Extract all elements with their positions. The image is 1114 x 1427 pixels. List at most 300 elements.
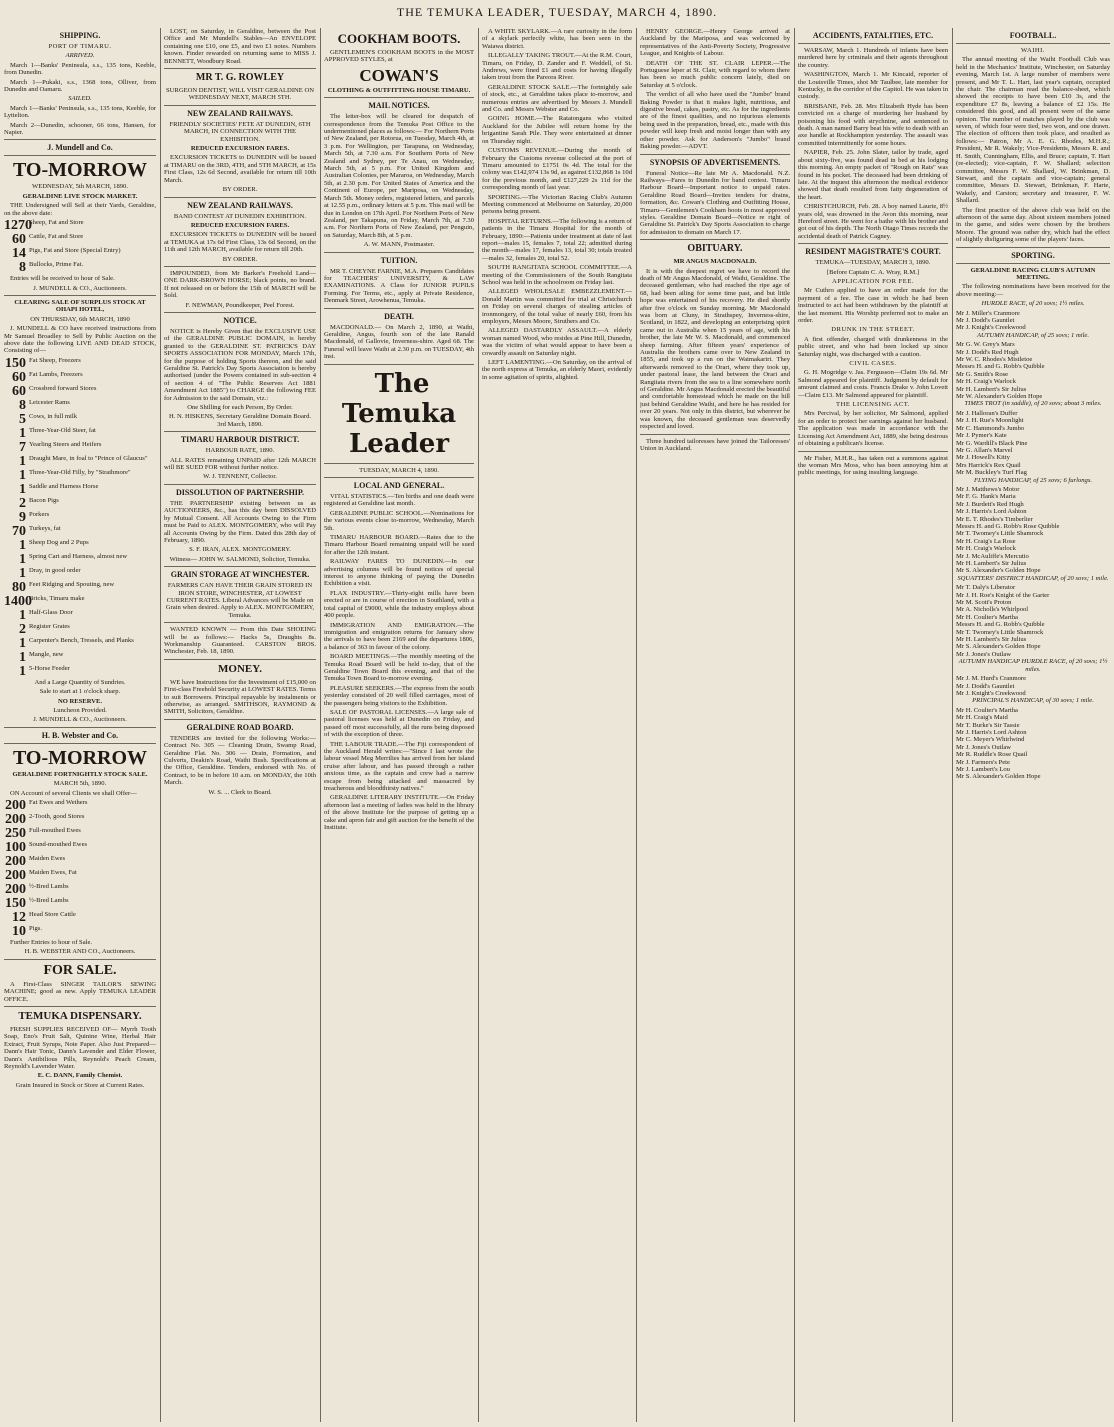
stock-item	[4, 911, 156, 924]
ad-text: THE Undersigned will Sell at their Yards, Geraldine, on the above date:	[4, 202, 156, 217]
stock-quantity: 1	[19, 453, 26, 469]
column-rule	[478, 28, 479, 1422]
race-title: AUTUMN HANDICAP HURDLE RACE, of 20 sovs; 1½ miles.	[958, 658, 1108, 673]
news-item: BOARD MEETINGS.—The monthly meeting of the Temuka Road Board will be held to-day, that of the Geraldine Town Board this evening, and that of the Temuka Town Board to-morrow evening.	[324, 653, 474, 683]
race-entry: Messrs H. and G. Robb's Quibble	[956, 621, 1045, 629]
stock-item	[4, 813, 156, 826]
race-entry: Mr J. Harris's Lord Ashton	[956, 508, 1027, 516]
stock-item	[4, 855, 156, 868]
race-title: HURDLE RACE, of 20 sovs; 1½ miles.	[981, 300, 1085, 308]
stock-description: ½-Bred Lambs	[29, 883, 69, 890]
stock-quantity: 1270	[4, 218, 32, 234]
sale-title: GERALDINE LIVE STOCK MARKET.	[22, 192, 138, 200]
race-entry: Mr J. Dodd's Red Hugh	[956, 348, 1019, 356]
by-order: BY ORDER.	[222, 255, 258, 263]
news-item: HOSPITAL RETURNS.—The following is a return of patients in the Timaru Hospital for the month of February, 1890:—Patients under treatment at date of last report—males 15, females 7, total 22; admitted during the month—males 17, females 13, total 30; totals treated—males 32, females 20, total 52.	[482, 217, 632, 262]
stock-item	[4, 651, 156, 664]
news-item: ALLEGED WHOLESALE EMBEZZLEMENT.—Donald Martin was committed for trial at Christchurch on Friday on several charges of stealing articles of ironmongery, of the total value of nearly £60, from his employers, Messrs Moore, Struthers and Co.	[482, 288, 632, 326]
news-item: A WHITE SKYLARK.—A rare curiosity in the form of a skylark perfectly white, has been seen in the Waiawa district.	[482, 28, 632, 50]
news-item: The verdict of all who have used the "Jumbo" brand Baking Powder is that it makes light, nutritious, and digestive bread, cakes, pastry, etc. As for the ingredients are of the finest qualities, and no injurious elements being used in the preparation, bread, etc., made with this powder will keep fresh and moist longer than with any other powder. Ask for Anderson's "Jumbo" brand Baking powder.—ADVT.	[640, 91, 790, 151]
fares-heading: REDUCED EXCURSION FARES.	[190, 221, 290, 229]
stock-description: Porkers	[29, 510, 50, 518]
stock-description: Sound-mouthed Ewes	[29, 841, 88, 848]
stock-item	[4, 841, 156, 854]
stock-description: Yearling Steers and Heifers	[29, 440, 102, 448]
news-item: VITAL STATISTICS.—Ten births and one death were registered at Geraldine last month.	[324, 493, 474, 508]
railways-heading: NEW ZEALAND RAILWAYS.	[187, 200, 293, 210]
obituary-text: It is with the deepest regret we have to record the death of Mr Angus Macdonald, of Waihi, Geraldine. The deceased gentleman, who had reached the ripe age of 68, had been ailing for some time past, and but little hope was entertained of his recovery. He died shortly after five o'clock on Sunday morning. Mr Macdonald was born at Cluny, in Strathspey, Inverness-shire, Scotland, in 1822, and developing an enterprising spirit came out to Australia when 15 years of age, with his brother, the late Mr W. S. Macdonald, and commenced sheep farming. After fifteen years' experience of Australia the brothers came over to New Zealand in 1855, and took up a run on the Waimakariri. They afterwards removed to the Orari, where they took up, under pastoral lease, the land between the Orari and Rangitata rivers from the sea to a line somewhere north of Geraldine. Mr Angus Macdonald erected the beautiful and comfortable homestead which he made on the hill just behind Geraldine Waihi, and here he has resided for over 20 years. Not only in this district, but wherever he was known, the deceased gentleman was deservedly respected and loved.	[640, 267, 790, 431]
shipping-subheading: PORT OF TIMARU.	[48, 43, 112, 50]
race-entry: Mr S. Alexander's Golden Hope	[956, 567, 1041, 575]
stock-description: Cows, in full milk	[29, 412, 77, 420]
stock-item	[4, 261, 156, 274]
race-entry: Mr H. Coulter's Martha	[956, 706, 1018, 714]
news-item: ILLEGALLY TAKING TROUT.—At the R.M. Court, Timaru, on Friday, D. Zander and F. Weddell, of St. Andrews, were fined £1 and costs for having illegally taken trout from the Pareora River.	[482, 52, 632, 82]
race-title: AUTUMN HANDICAP, of 25 sovs; 1 mile.	[977, 331, 1089, 339]
race-entry: Mr J. Knight's Creekwood	[956, 324, 1026, 332]
stock-quantity: 1	[19, 663, 26, 679]
stock-item	[4, 371, 156, 384]
ad-text: Grain Insured in Stock or Store at Current Rates.	[15, 1081, 145, 1089]
arrived-label: ARRIVED.	[65, 52, 95, 60]
ad-signature: Witness— JOHN W. SALMOND, Solicitor, Temuka.	[169, 555, 311, 563]
stock-quantity: 60	[12, 383, 26, 399]
column-1	[4, 28, 156, 1422]
race-entry: Messrs H. and G. Robb's Rose Quibble	[956, 522, 1060, 530]
cowan-banner: COWAN'S	[359, 65, 439, 85]
news-item: RAILWAY FARES TO DUNEDIN.—In our advertising columns will be found notices of special interest to anyone thinking of paying the Dunedin Exhibition a visit.	[324, 558, 474, 588]
stock-description: Bullocks, Prime Fat.	[29, 261, 84, 269]
news-item: FLAX INDUSTRY.—Thirty-eight mills have been erected or are in course of erection in Southland, with a total capital of £9000, while the industry employs about 400 people.	[324, 589, 474, 620]
race-title: SQUATTERS' DISTRICT HANDICAP, of 20 sovs; 1 mile.	[957, 574, 1109, 582]
stock-quantity: 2	[19, 621, 26, 637]
money-heading: MONEY.	[218, 662, 262, 675]
sale-title: CLEARING SALE OF SURPLUS STOCK AT OHAPI HOTEL,	[14, 298, 146, 314]
stock-description: Carpenter's Bench, Tressels, and Planks	[29, 636, 134, 644]
race-entry: Mr J. Jones's Outlaw	[956, 743, 1012, 751]
news-item: GERALDINE LITERARY INSTITUTE.—On Friday afternoon last a meeting of ladies was held in the library of the above Institute for the purpose of getting up a cake and apron fair and gift auction for the benefit of the Institute.	[324, 794, 474, 832]
stock-description: Leicester Rams	[29, 398, 70, 406]
accidents-heading: ACCIDENTS, FATALITIES, ETC.	[812, 31, 934, 40]
stock-quantity: 7	[19, 439, 26, 455]
news-item: PLEASURE SEEKERS.—The express from the south yesterday consisted of 20 well filled carriages, most of the passengers being visitors to the Exhibition.	[324, 684, 474, 707]
stock-item	[4, 247, 156, 260]
race-entry: Mr T. Twomey's Little Shamrock	[956, 628, 1044, 636]
race-entry: Mr C. Hammond's Jumbo	[956, 424, 1025, 432]
racing-intro: The following nominations have been received for the above meeting:—	[956, 283, 1110, 298]
sale-date: WEDNESDAY, 5th MARCH, 1890.	[32, 183, 128, 191]
stock-item	[4, 925, 156, 938]
shipping-entry: March 1—Pukaki, s.s., 1368 tons, Olliver, from Dunedin and Oamaru.	[4, 78, 156, 94]
stock-quantity: 200	[5, 812, 26, 827]
race-nominations	[956, 300, 1110, 781]
court-date: TEMUKA—TUESDAY, MARCH 3, 1890.	[815, 259, 931, 267]
race-entry: Mr G. Wardill's Black Pine	[956, 439, 1028, 447]
mail-heading: MAIL NOTICES.	[368, 101, 430, 111]
court-heading: RESIDENT MAGISTRATE'S COURT.	[805, 247, 941, 257]
race-entry: Mr M. Buckley's Turf Flag	[956, 469, 1027, 477]
stock-quantity: 8	[19, 397, 26, 413]
section-heading: LOCAL AND GENERAL.	[353, 481, 445, 490]
race-entry: Mr H. Craig's La Rose	[956, 537, 1016, 545]
race-entry: Mr J. Farmers's Pete	[956, 758, 1010, 766]
dentist-heading: MR T. G. ROWLEY	[195, 72, 285, 84]
race-entry: Mr H. Lambert's Sir Julius	[956, 636, 1027, 644]
stock-item	[4, 413, 156, 426]
ad-text: NO RESERVE.	[57, 697, 103, 705]
tomorrow-banner: TO-MORROW	[12, 746, 148, 769]
race-entry: Mr J. Harris's Lord Ashton	[956, 728, 1027, 736]
stock-item	[4, 427, 156, 440]
ad-signature: W. S. ... Clerk to Board.	[208, 788, 272, 796]
stock-quantity: 1	[19, 565, 26, 581]
race-entry: Mr J. Dodd's Gauntlet	[956, 317, 1015, 324]
race-title: TIMES TROT (in saddle), of 20 sovs; about 3 miles.	[964, 400, 1102, 408]
stock-item	[4, 665, 156, 678]
sailed-label: SAILED.	[68, 95, 92, 103]
stock-quantity: 9	[19, 509, 26, 525]
stock-quantity: 14	[12, 246, 26, 262]
news-item: BRISBANE, Feb. 28. Mrs Elizabeth Hyde has been convicted on a charge of murdering her husband by poisoning his food with strychnine, and sentenced to death. A man named Barry beat his wife to death with an axe handle at Rockhampton yesterday. The assault was committed intermittently for some hours.	[798, 102, 948, 147]
stock-quantity: 200	[5, 854, 26, 869]
stock-quantity: 1	[19, 551, 26, 567]
stock-quantity: 1400	[4, 593, 32, 609]
stock-item	[4, 869, 156, 882]
grain-notice: FARMERS CAN HAVE THEIR GRAIN STORED IN IRON STORE, WINCHESTER, AT LOWEST CURRENT RATES. Liberal Advances will be Made on Grain when desired. Apply to ALEX. MONTGOMERY, Temuka.	[165, 582, 315, 619]
railways-heading: NEW ZEALAND RAILWAYS.	[187, 108, 293, 118]
stock-quantity: 1	[19, 607, 26, 623]
race-entry: Mr G. Smith's Rose	[956, 370, 1009, 378]
court-text: G. H. Mogridge v. Jas. Fergusson—Claim 19s 6d. Mr Salmond appeared for plaintiff. Judgment by default for amount claimed and costs. Francis Drake v. John Lovett—Claim £13. Mr Salmond appeared for plaintiff.	[798, 369, 948, 399]
ad-text: ON Account of several Clients we shall Offer—	[10, 789, 137, 797]
stock-item	[4, 799, 156, 812]
column-4	[482, 28, 632, 1422]
race-entry: Mr J. Jones's Outlaw	[956, 650, 1012, 658]
money-notice: WE have Instructions for the Investment of £15,000 on First-class Freehold Security at LOWEST RATES. Terms to suit Borrowers. Principal repayable by instalments or otherwise, as arranged. SMITHSON, RAYMOND & SMITH, Solicitors, Geraldine.	[164, 678, 316, 716]
ad-signature: E. C. DANN, Family Chemist.	[37, 1072, 123, 1080]
excursion-notice: EXCURSION TICKETS to DUNEDIN will be issued at TEMUKA at 17s 6d First Class, 13s 6d Second, on the 11th and 12th MARCH, available for return till 20th.	[164, 231, 316, 254]
grain-heading: GRAIN STORAGE AT WINCHESTER.	[170, 570, 310, 580]
stock-item	[4, 595, 156, 608]
stock-item	[4, 637, 156, 650]
shipping-heading: SHIPPING.	[59, 31, 101, 40]
stock-description: Sheep Dog and 2 Pups	[29, 538, 89, 546]
football-text: The first practice of the above club was held on the afternoon of the same day. About sixteen members joined in the game, and sides were chosen by the brothers Moore. The ground was rather dry, which had the effect of slightly disfiguring some of the players' faces.	[956, 206, 1110, 244]
stock-description: 2-Tooth, good Stores	[29, 813, 85, 820]
news-item: TIMARU HARBOUR BOARD.—Rates due to the Timaru Harbour Board remaining unpaid will be sued for after the 12th instant.	[324, 534, 474, 556]
lost-notice: LOST, on Saturday, in Geraldine, between the Post Office and Mr Mundell's Stables—An ENVELOPE containing one £10, one £5, and two £1 notes. Numbers known. Finder rewarded on returning same to MISS J. BENNETT, Woodbury Road.	[164, 28, 316, 65]
stock-description: Full-mouthed Ewes	[29, 827, 81, 834]
column-rule	[160, 28, 161, 1422]
court-subheading: THE LICENSING ACT.	[836, 401, 910, 409]
football-subheading: WAIHI.	[1020, 47, 1046, 54]
stock-quantity: 5	[19, 411, 26, 427]
ad-signature: J. MUNDELL & CO., Auctioneers.	[33, 284, 127, 292]
ad-signature: F. NEWMAN, Poundkeeper, Peel Forest.	[185, 301, 295, 309]
news-item: CHRISTCHURCH, Feb. 28. A boy named Laurie, 8½ years old, was drowned in the Avon this morning, near Hereford street. He went for a bathe with his brother and got out of his depth. The North Otago Times records the accidental death of Patrick Cagney.	[798, 203, 948, 240]
race-entry: Mr J. Burdett's Red Hugh	[956, 500, 1024, 508]
stock-description: Half-Glass Door	[29, 608, 73, 616]
cookham-text: GENTLEMEN'S COOKHAM BOOTS in the MOST APPROVED STYLES, at	[324, 49, 474, 64]
shipping-entry: March 2—Dunedin, schooner, 66 tons, Hansen, for Napier.	[4, 121, 156, 137]
news-item: LEFT LAMENTING.—On Saturday, on the arrival of the north express at Temuka, an elderly Maori, evidently in some agitation of spirits, alighted.	[482, 359, 632, 381]
fee-text: One Shilling for each Person, By Order.	[187, 404, 293, 412]
stock-description: Maiden Ewes, Fat	[29, 869, 77, 876]
stock-item	[4, 385, 156, 398]
race-entry: Mr J. Miller's Cranmore	[956, 309, 1020, 317]
stock-description: Feet Ridging and Spouting, new	[29, 580, 115, 588]
court-subheading: APPLICATION FOR FEE.	[832, 277, 914, 285]
race-entry: Mr J. Pymer's Kate	[956, 432, 1007, 440]
advertiser-name: H. B. Webster and Co.	[41, 730, 119, 740]
stock-item	[4, 581, 156, 594]
stock-description: Crossbred forward Stores	[29, 384, 97, 392]
stock-quantity: 1	[19, 481, 26, 497]
ad-text: And a Large Quantity of Sundries.	[34, 678, 126, 686]
harbour-heading: TIMARU HARBOUR DISTRICT.	[180, 435, 300, 445]
ad-text: Further Entries to hour of Sale.	[10, 939, 93, 946]
race-entry: Mr E. T. Rhodes's Timberlier	[956, 515, 1033, 523]
stock-description: Sheep, Fat and Store	[29, 219, 84, 227]
advertiser-name: J. Mundell and Co.	[47, 143, 113, 153]
news-item: DEATH OF THE ST. CLAIR LEPER.—The Portuguese leper at St. Clair, with regard to whom there has been so much public concern lately, died on Saturday at 5 o'clock.	[640, 59, 790, 89]
stock-item	[4, 483, 156, 496]
stock-description: Saddle and Harness Horse	[29, 482, 99, 490]
news-item: Mr Fisher, M.H.R., has taken out a summons against the woman Mrs Moss, who has been annoying him at public meetings, for using insulting language.	[798, 454, 948, 477]
race-entry: Mr T. Daly's Liberator	[956, 584, 1016, 592]
news-item: ALLEGED DASTARDLY ASSAULT.—A elderly woman named Wood, who resides at Pine Hill, Dunedin, was the victim of what would appear to have been a cowardly assault on Saturday night.	[482, 327, 632, 357]
stock-item	[4, 897, 156, 910]
dentist-notice: SURGEON DENTIST, WILL VISIT GERALDINE ON WEDNESDAY NEXT, MARCH 5TH.	[166, 87, 314, 102]
race-entry: Messrs H. and G. Robb's Quibble	[956, 363, 1045, 371]
stock-description: Pigs.	[29, 925, 43, 932]
shipping-entry: March 1—Banks' Peninsula, s.s., 135 tons, Keeble, for Lyttelton.	[4, 104, 156, 120]
race-entry: Mr J. H. Rue's Moonlight	[956, 417, 1024, 425]
race-entry: Mr G. Allan's Marvel	[956, 446, 1013, 454]
stock-description: Bacon Pigs	[29, 496, 59, 504]
stock-quantity: 250	[5, 826, 26, 841]
tuition-heading: TUITION.	[380, 255, 418, 265]
race-entry: Mr H. Craig's Warlock	[956, 545, 1016, 553]
cowan-subheading: CLOTHING & OUTFITTING HOUSE TIMARU.	[327, 86, 471, 94]
news-item: HENRY GEORGE.—Henry George arrived at Auckland by the Mariposa, and was welcomed by representatives of the Anti-Poverty Society, Progressive League, and Knights of Labour.	[640, 28, 790, 58]
race-entry: Mr H. Lambert's Sir Julius	[956, 560, 1027, 567]
stock-description: Three-Year-Old Steer, fat	[29, 426, 96, 434]
stock-description: Dray, in good order	[29, 566, 81, 574]
news-item: SOUTH RANGITATA SCHOOL COMMITTEE.—A meeting of the Commissioners of the South Rangitata School was held in the schoolroom on Friday last.	[482, 264, 632, 286]
stock-item	[4, 827, 156, 840]
column-2	[164, 28, 316, 1422]
race-entry: Mr T. Burke's Sir Tassie	[956, 721, 1020, 729]
synopsis-heading: SYNOPSIS OF ADVERTISEMENTS.	[649, 157, 781, 167]
race-entry: Mr H. Lambert's Sir Julius	[956, 385, 1027, 393]
stock-item	[4, 883, 156, 896]
stock-quantity: 60	[12, 232, 26, 248]
sale-date: ON THURSDAY, 6th MARCH, 1890	[30, 315, 130, 323]
stock-item	[4, 441, 156, 454]
race-title: FLYING HANDICAP, of 25 sovs; 6 furlongs.	[973, 476, 1093, 484]
ad-text: J. MUNDELL & CO have received instructions from Mr Samuel Broadley to Sell by Public Auction on the above date the following LIVE AND DEAD STOCK, Consisting of—	[4, 325, 156, 355]
stock-item	[4, 567, 156, 580]
news-item: CUSTOMS REVENUE.—During the month of February the Customs revenue collected at the port of Timaru amounted to £1751 0s 4d. The total for the colony was £142,974 13s 9d, as against £132,868 1s 10d for the previous month, and £127,229 2s 11d for the corresponding month of last year.	[482, 147, 632, 192]
railways-subheading: BAND CONTEST AT DUNEDIN EXHIBITION.	[173, 212, 307, 220]
race-entry: Mr J. H. Roe's Knight of the Garter	[956, 591, 1050, 599]
stock-quantity: 1	[19, 537, 26, 553]
court-subheading: DRUNK IN THE STREET.	[831, 326, 915, 334]
football-heading: FOOTBALL.	[1009, 31, 1057, 40]
race-entry: Mr M. Scott's Proton	[956, 599, 1012, 607]
page-running-head: THE TEMUKA LEADER, TUESDAY, MARCH 4, 1890.	[396, 5, 718, 19]
stock-quantity: 80	[12, 579, 26, 595]
cookham-heading: COOKHAM BOOTS.	[337, 31, 461, 46]
race-entry: Mr T. Twomey's Little Shamrock	[956, 530, 1044, 538]
column-rule	[952, 28, 953, 1422]
stock-description: Head Store Cattle	[29, 911, 76, 918]
stock-description: Spring Cart and Harness, almost new	[29, 552, 128, 560]
stock-quantity: 100	[5, 840, 26, 855]
news-item: IMMIGRATION AND EMIGRATION.—The immigration and emigration returns for January show the arrivals to have been 2169 and the departures 1806, a balance of 363 in favour of the colony.	[324, 621, 474, 651]
column-rule	[794, 28, 795, 1422]
sale-date: MARCH 5th, 1890.	[53, 780, 107, 788]
sporting-heading: SPORTING.	[1011, 250, 1055, 260]
stock-quantity: 2	[19, 495, 26, 511]
road-board-notice: TENDERS are invited for the following Works:— Contract No. 305 — Cleaning Drain, Swamp Road, Geraldine Flat. No. 306 — Drain, Formation, and Culverts, Deakin's Road, Waihi Bush. Specifications at the Office, Geraldine. Tenders, endorsed with No. of Contract, to be in before 10 a.m. on MONDAY, the 10th March.	[164, 734, 316, 787]
stock-item	[4, 219, 156, 232]
shipping-entry: March 1—Banks' Peninsula, s.s., 135 tons, Keeble, from Dunedin.	[4, 61, 156, 77]
ad-text: A First-Class SINGER TAILOR'S SEWING MACHINE; good as new. Apply TEMUKA LEADER OFFICE.	[4, 980, 156, 1003]
stock-quantity: 150	[5, 896, 26, 911]
obituary-heading: OBITUARY.	[687, 243, 743, 255]
stock-description: Cattle, Fat and Store	[29, 233, 84, 241]
stock-description: Three-Year-Old Filly, by "Strathmore"	[29, 468, 131, 476]
race-entry: Mr H. Craig's Maid	[956, 714, 1008, 722]
news-item: SPORTING.—The Victorian Racing Club's Autumn Meeting commenced at Melbourne on Saturday, 20,000 persons being present.	[482, 193, 632, 216]
death-notice: MACDONALD.— On March 2, 1890, at Waihi, Geraldine, Angus, fourth son of the late Ranald Macdonald, of Gallovie, Inverness-shire. Aged 68. The Funeral will leave Waihi at 2.30 p.m. on TUESDAY, 4th inst.	[324, 323, 474, 361]
stock-description: ½-Bred Lambs	[29, 897, 69, 904]
ad-text: Luncheon Provided.	[53, 706, 107, 714]
football-text: The annual meeting of the Waihi Football Club was held in the Mechanics' Institute, Winchester, on Saturday evening, March 1st. A large number of members were present, and Mr T. L. Hart, last year's captain, occupied the chair. The chairman read the balance-sheet, which showed the receipts to have been £10 3s, and the expenditure £7 8s, leaving a balance of £2 15s. He considered this good, and all present were of the same opinion. The number of matches played by the club was seven, of which four were tied, two won, and one drawn. The election of officers then took place, and resulted as follows:— Patron, Mr A. E. G. Rhodes, M.H.R.; President, Mr R. Wakely; Vice-Presidents, Messrs R. and H. Smith, Cunningham, Ellis, and Bruce; captain, T. Hart (re-elected); vice-captain, F. W. Shallard; selection committee, Messrs F. W. Shallard, W. Brinkman, D. Stewart, and the captain and vice-captain; general committee, Messrs D. Stewart, Brinkman, F. Harte, Wakely, and Carston; secretary and treasurer, F. W. Shallard.	[956, 56, 1110, 205]
column-5	[640, 28, 790, 1422]
ad-text: Sale to start at 1 o'clock sharp.	[39, 688, 121, 696]
tomorrow-banner: TO-MORROW	[12, 159, 148, 182]
mail-notice: The letter-box will be cleared for despatch of correspondence from the Temuka Post Office to the undermentioned places as follows:— For Northern Ports of New Zealand, per Rotorua, on Tuesday, March 4th, at 3 p.m. For Wellington, per Tarapuna, on Wednesday, March 5th, at 7.30 a.m. For Southern Ports of New Zealand and Sydney, per Te Anau, on Wednesday, March 5th, at 5 p.m. For United Kingdom and Australian Colonies, per Mararoa, on Wednesday, March 5th, at 2.30 p.m. For United States of America and the Continent of Europe, per Mariposa, on Wednesday, March 5th. Money orders, registered letters, and parcels at 12.55 p.m., ordinary letters at 5 p.m. This mail will be due in London on 17th April. For Northern Ports of New Zealand, per Takapuna, on Friday, March 7th, at 7.30 a.m. For Northern Ports of New Zealand, per Penguin, on Saturday, March 8th, at 5 p.m.	[324, 113, 474, 239]
race-entry: Mr J. M. Hurd's Cranmore	[956, 675, 1027, 683]
race-entry: Mr H. Craig's Warlock	[956, 378, 1016, 386]
column-rule	[636, 28, 637, 1422]
stock-list	[4, 219, 156, 274]
tuition-notice: MR T. CHEYNE FARNIE, M.A. Prepares Candidates for TEACHERS' UNIVERSITY, & LAW EXAMINATIONS. A Class for JUNIOR PUPILS Forming. For Terms, etc., apply at Private Residence, Denmark Street, Arowhenua, Temuka.	[324, 267, 474, 305]
dispensary-heading: TEMUKA DISPENSARY.	[18, 1010, 142, 1023]
stock-quantity: 200	[5, 868, 26, 883]
news-item: THE LABOUR TRADE.—The Fiji correspondent of the Auckland Herald writes:—"Since I last wrote the labour vessel Meg Merrilies has arrived from her island cruise after labour, and has passed through a rather anxious time, as the captain and crew had a narrow escape from being attacked and massacred by treacherous and bloodthirsty natives."	[324, 740, 474, 793]
stock-description: Bricks, Timaru make	[29, 594, 85, 602]
race-entry: Mr J. Lambert's Lou	[956, 765, 1010, 773]
stock-description: Turkeys, fat	[29, 524, 61, 532]
stock-description: Fat Ewes and Wethers	[29, 799, 88, 806]
stock-quantity: 10	[12, 924, 26, 939]
stock-quantity: 150	[5, 355, 26, 371]
race-entry: Mr G. W. Grey's Mars	[956, 341, 1015, 349]
race-entry: Mrs Harrick's Rex Quail	[956, 461, 1021, 469]
ad-text: Entries will be received to hour of Sale.	[10, 275, 115, 283]
racing-heading: GERALDINE RACING CLUB'S AUTUMN MEETING.	[970, 266, 1096, 281]
court-before: [Before Captain C. A. Wray, R.M.]	[826, 268, 920, 276]
stock-quantity: 1	[19, 467, 26, 483]
news-item: WASHINGTON, March 1. Mr Kincaid, reporter of the Louisville Times, shot Mr Taulbee, late member for Kentucky, in the corridor of the Capitol. He was taken in custody.	[798, 71, 948, 101]
dissolution-notice: THE PARTNERSHIP existing between us as AUCTIONEERS, &c., has this day been DISSOLVED by Mutual Consent. All Accounts Owing to the Firm must be Paid to ALEX. MONTGOMERY, who will Pay all Accounts Owing by the Firm. Dated this 28th day of February, 1890.	[164, 499, 316, 544]
synopsis-text: Funeral Notice—Re late Mr A. Macdonald. N.Z. Railways—Fares to Dunedin for band contest. Timaru Harbour Board—Important notice to unpaid rates. Geraldine Road Board—Invites tenders for drains, formation, &c. Cowan's Clothing and Outfitting House, Timaru—Gentlemen's Cookham boots in most approved styles. Geraldine Domain Board—Notice re right of Geraldine St. Patrick's Day Sports Association to charge for admission to domain on March 17.	[640, 169, 790, 236]
stock-description: Fat Lambs, Freezers	[29, 370, 83, 378]
ad-text: FRESH SUPPLIES RECEIVED OF— Myrrh Tooth Soap, Eno's Fruit Salt, Quinine Wine, Herbal Hair Extract, Fruit Syrups, Note Paper. Also Just Prepared— Dann's Hair Tonic, Dann's Lavender and Elder Flower, Dann's Antibilious Pills, Reynold's Peach Cream, Reynold's Lavender Water.	[4, 1026, 156, 1071]
news-item: WARSAW, March 1. Hundreds of infants have been murdered here by criminals and their agents throughout the country.	[798, 47, 948, 69]
ad-signature: A. W. MANN, Postmaster.	[363, 241, 435, 249]
column-3	[324, 28, 474, 1422]
race-entry: Mr J. Matthews's Motor	[956, 485, 1020, 493]
fares-heading: REDUCED EXCURSION FARES.	[190, 145, 290, 153]
race-entry: Mr A. Nicholls's Whirlpool	[956, 606, 1029, 614]
railways-subheading: FRIENDLY SOCIETIES' FETE AT DUNEDIN, 6TH MARCH, IN CONNECTION WITH THE EXHIBITION.	[169, 120, 311, 143]
stock-quantity: 200	[5, 798, 26, 813]
court-subheading: CIVIL CASES.	[849, 360, 897, 368]
harbour-subheading: HARBOUR RATE, 1890.	[205, 447, 275, 455]
stock-item	[4, 455, 156, 468]
race-entry: Mr J. Halloran's Duffer	[956, 409, 1018, 417]
race-entry: Mr H. Coulter's Martha	[956, 613, 1018, 621]
ad-signature: H. N. HISKENS, Secretary Geraldine Domain Board. 3rd March, 1890.	[168, 413, 312, 428]
race-entry: Mr W. C. Rhodes's Mistletoe	[956, 356, 1033, 364]
court-text: Mr Cuthro applied to have an order made for the payment of a fee. The case in which he had been instructed to act had been withdrawn by the plaintiff at the last moment. His Worship preferred not to make an order.	[798, 287, 948, 324]
race-entry: Mr R. Ruddle's Rose Quail	[956, 751, 1028, 759]
stock-item	[4, 609, 156, 622]
column-6	[798, 28, 948, 1422]
stock-quantity: 70	[12, 523, 26, 539]
stock-description: Draught Mare, in foal to "Prince of Glaucus"	[29, 454, 148, 462]
harbour-notice: ALL RATES remaining UNPAID after 12th MARCH will BE SUED FOR without further notice.	[164, 456, 316, 472]
obituary-subheading: MR ANGUS MACDONALD.	[673, 258, 757, 266]
race-entry: Mr S. Alexander's Golden Hope	[956, 773, 1041, 781]
death-heading: DEATH.	[384, 311, 414, 321]
race-entry: Mr W. Alexander's Golden Hope	[956, 393, 1043, 401]
stock-item	[4, 525, 156, 538]
ad-signature: H. B. WEBSTER AND CO., Auctioneers.	[24, 948, 136, 956]
excursion-notice: EXCURSION TICKETS to DUNEDIN will be issued at TIMARU on the 3RD, 4TH, and 5TH MARCH, at 15s First Class, 12s 6d Second, available for return till 10th March.	[164, 154, 316, 184]
impounded-notice: IMPOUNDED, from Mr Barker's Freehold Land—ONE DARK-BROWN HORSE; black points, no brand. If not released on or before the 15th of MARCH will be Sold.	[164, 269, 316, 300]
race-entry: Mr F. G. Hank's Maria	[956, 493, 1016, 501]
race-entry: Mr J. Knight's Creekwood	[956, 689, 1026, 697]
stock-quantity: 1	[19, 649, 26, 665]
race-entry: Mr J. McAuliffe's Mercutio	[956, 552, 1029, 560]
news-item: GOING HOME.—The Ratatongans who visited Auckland for the Jubilee will return home by the brigantine Sarah Pile. They were entertained at dinner on Thursday night.	[482, 115, 632, 145]
stock-description: Mangle, new	[29, 650, 64, 658]
news-item: GERALDINE PUBLIC SCHOOL.—Nominations for the various events close to-morrow, Wednesday, March 5th.	[324, 509, 474, 532]
notice-heading: NOTICE.	[223, 315, 257, 325]
by-order: BY ORDER.	[222, 186, 258, 194]
ad-signature: J. MUNDELL & CO., Auctioneers.	[33, 716, 127, 724]
race-entry: Mr C. Meyer's Whirlwind	[956, 736, 1025, 744]
news-item: GERALDINE STOCK SALE.—The fortnightly sale of stock, etc., at Geraldine takes place to-morrow, and numerous entries are advertised by Messrs J. Mundell and Co. and Messrs Webster and Co.	[482, 83, 632, 114]
ad-signature: W. J. TENNENT, Collector.	[203, 473, 277, 481]
stock-description: Pigs, Fat and Store (Special Entry)	[29, 247, 121, 255]
stock-description: Register Grates	[29, 622, 70, 630]
stock-item	[4, 469, 156, 482]
stock-description: 5-Horse Feeder	[29, 664, 70, 672]
column-7	[956, 28, 1110, 1422]
stock-list	[4, 357, 156, 678]
stock-description: Fat Sheep, Freezers	[29, 356, 81, 364]
stock-item	[4, 399, 156, 412]
wanted-notice: WANTED KNOWN — From this Date SHOEING will be as follows:— Hacks 5s, Draughts 8s. Workmanship Guaranteed. CARSTON BROS. Winchester, Feb. 18, 1890.	[164, 626, 316, 656]
stock-item	[4, 623, 156, 636]
